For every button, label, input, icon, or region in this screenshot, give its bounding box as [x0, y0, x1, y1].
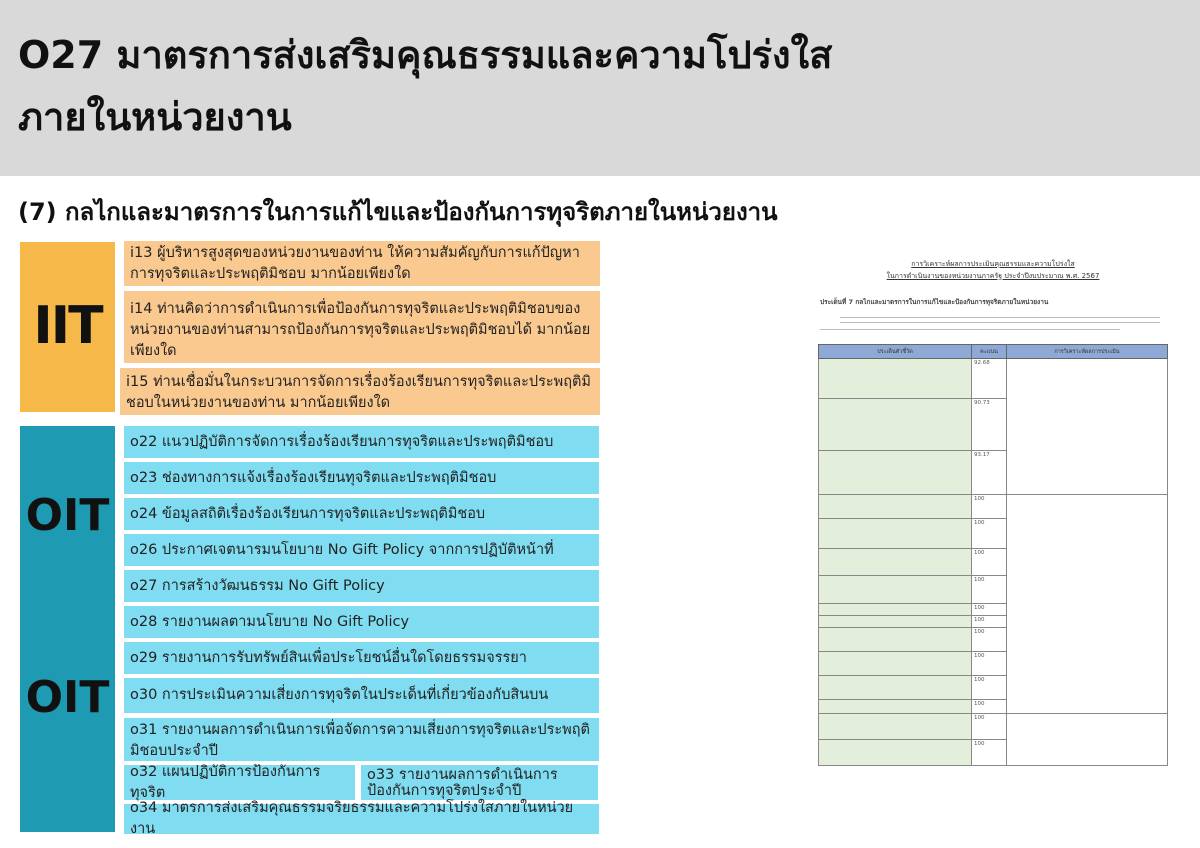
item-o33: o33 รายงานผลการดำเนินการป้องกันการทุจริตประจำปี: [361, 765, 598, 800]
title-line-2: ภายในหน่วยงาน: [18, 95, 292, 139]
item-o29: o29 รายงานการรับทรัพย์สินเพื่อประโยชน์อื่นใดโดยธรรมจรรยา: [124, 642, 599, 674]
doc-text-lines: [840, 317, 1160, 323]
oit-label-2: OIT: [25, 672, 110, 723]
item-o26: o26 ประกาศเจตนารมนโยบาย No Gift Policy จากการปฏิบัติหน้าที่: [124, 534, 599, 566]
item-o22: o22 แนวปฏิบัติการจัดการเรื่องร้องเรียนการทุจริตและประพฤติมิชอบ: [124, 426, 599, 458]
doc-col-3: การวิเคราะห์ผลการประเมิน: [1007, 345, 1168, 359]
doc-score: 100: [972, 519, 1007, 549]
doc-score: 100: [972, 740, 1007, 766]
doc-score: 100: [972, 616, 1007, 628]
doc-score: 100: [972, 628, 1007, 652]
item-o34: o34 มาตรการส่งเสริมคุณธรรมจริยธรรมและความโปร่งใสภายในหน่วยงาน: [124, 804, 599, 834]
title-line-1: O27 มาตรการส่งเสริมคุณธรรมและความโปร่งใส: [18, 33, 833, 77]
doc-section: ประเด็นที่ 7 กลไกและมาตรการในการแก้ไขและป้องกันการทุจริตภายในหน่วยงาน: [820, 298, 1049, 306]
doc-heading-2: ในการดำเนินงานของหน่วยงานภาครัฐ ประจำปีงบประมาณ พ.ศ. 2567: [886, 272, 1100, 280]
item-o31: o31 รายงานผลการดำเนินการเพื่อจัดการความเสี่ยงการทุจริตและประพฤติมิชอบประจำปี: [124, 718, 599, 761]
doc-score: 92.68: [972, 359, 1007, 399]
doc-score: 100: [972, 549, 1007, 576]
doc-text-line: [820, 329, 1120, 330]
item-i13: i13 ผู้บริหารสูงสุดของหน่วยงานของท่าน ให้ความสัมคัญกับการแก้ปัญหาการทุจริตและประพฤติมิชอบ มากน้อยเพียงใด: [124, 241, 600, 286]
doc-score: 93.17: [972, 451, 1007, 495]
analysis-document-thumbnail: [810, 255, 1176, 830]
page-title: [18, 24, 1178, 148]
doc-table: [818, 344, 1168, 766]
doc-score: 100: [972, 652, 1007, 676]
item-o28: o28 รายงานผลตามนโยบาย No Gift Policy: [124, 606, 599, 638]
doc-score: 100: [972, 676, 1007, 700]
item-o24: o24 ข้อมูลสถิติเรื่องร้องเรียนการทุจริตและประพฤติมิชอบ: [124, 498, 599, 530]
item-o27: o27 การสร้างวัฒนธรรม No Gift Policy: [124, 570, 599, 602]
iit-label: IIT: [33, 296, 102, 356]
doc-score: 100: [972, 495, 1007, 519]
doc-col-1: ประเด็นตัวชี้วัด: [819, 345, 972, 359]
header-banner: [0, 0, 1200, 176]
item-i14: i14 ท่านคิดว่าการดำเนินการเพื่อป้องกันการทุจริตและประพฤติมิชอบของหน่วยงานของท่านสามารถป้องกันการทุจริตและประพฤติมิชอบได้ มากน้อยเพียงใด: [124, 291, 600, 363]
oit-category-block: [20, 426, 115, 832]
oit-label-1: OIT: [25, 490, 110, 541]
item-o32: o32 แผนปฏิบัติการป้องกันการทุจริต: [124, 765, 355, 800]
doc-score: 100: [972, 700, 1007, 714]
doc-score: 100: [972, 576, 1007, 604]
doc-score: 90.73: [972, 399, 1007, 451]
doc-heading-1: การวิเคราะห์ผลการประเมินคุณธรรมและความโปร่งใส: [911, 260, 1075, 268]
doc-score: 100: [972, 714, 1007, 740]
section-subtitle: (7) กลไกและมาตรการในการแก้ไขและป้องกันการทุจริตภายในหน่วยงาน: [18, 198, 778, 226]
item-i15: i15 ท่านเชื่อมั่นในกระบวนการจัดการเรื่องร้องเรียนการทุจริตและประพฤติมิชอบในหน่วยงานของท่าน มากน้อยเพียงใด: [120, 368, 600, 415]
item-o30: o30 การประเมินความเสี่ยงการทุจริตในประเด็นที่เกี่ยวข้องกับสินบน: [124, 678, 599, 713]
doc-score: 100: [972, 604, 1007, 616]
doc-col-2: คะแนน: [972, 345, 1007, 359]
item-o23: o23 ช่องทางการแจ้งเรื่องร้องเรียนทุจริตและประพฤติมิชอบ: [124, 462, 599, 494]
